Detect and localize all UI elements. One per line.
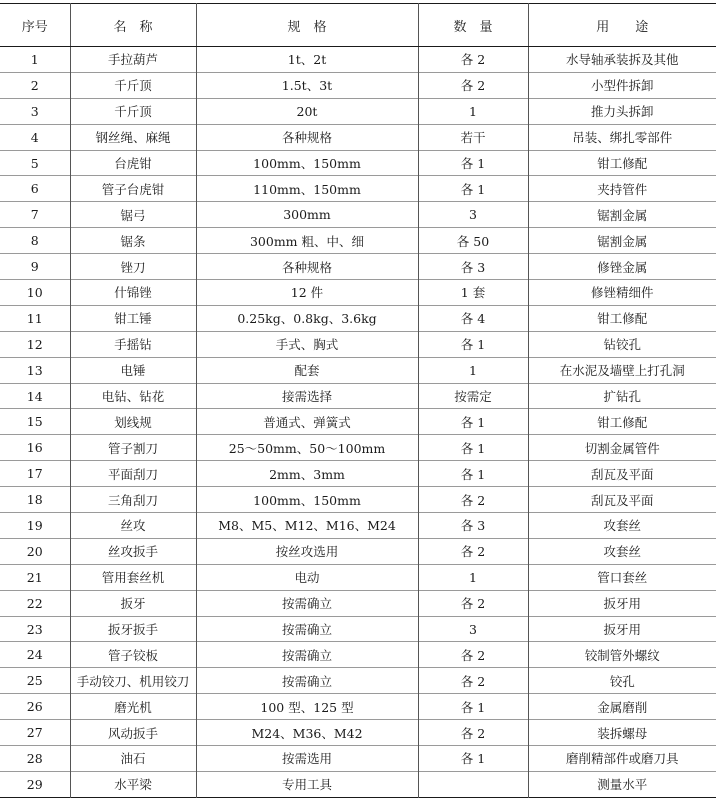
cell-use: 钳工修配 <box>528 409 716 435</box>
cell-name: 风动扳手 <box>70 720 196 746</box>
cell-name: 千斤顶 <box>70 98 196 124</box>
cell-spec: 100 型、125 型 <box>196 694 418 720</box>
cell-qty: 各 1 <box>418 176 528 202</box>
cell-no: 19 <box>0 513 70 539</box>
cell-use: 攻套丝 <box>528 538 716 564</box>
cell-qty: 1 套 <box>418 280 528 306</box>
cell-qty: 3 <box>418 616 528 642</box>
cell-no: 24 <box>0 642 70 668</box>
cell-spec: 电动 <box>196 564 418 590</box>
cell-spec: 普通式、弹簧式 <box>196 409 418 435</box>
cell-no: 27 <box>0 720 70 746</box>
cell-name: 锯弓 <box>70 202 196 228</box>
cell-no: 1 <box>30 51 39 67</box>
cell-use: 推力头拆卸 <box>528 98 716 124</box>
cell-qty: 各 2 <box>418 72 528 98</box>
cell-qty: 各 1 <box>418 150 528 176</box>
cell-qty: 各 2 <box>418 590 528 616</box>
cell-qty: 1 <box>418 98 528 124</box>
cell-qty: 各 1 <box>418 435 528 461</box>
cell-qty: 各 3 <box>418 254 528 280</box>
cell-qty: 各 1 <box>418 746 528 772</box>
cell-no: 5 <box>0 150 70 176</box>
cell-name: 锯条 <box>70 228 196 254</box>
cell-name: 磨光机 <box>70 694 196 720</box>
cell-spec: 接需选择 <box>196 383 418 409</box>
cell-name: 管子割刀 <box>70 435 196 461</box>
cell-qty: 各 1 <box>418 694 528 720</box>
cell-use: 攻套丝 <box>528 513 716 539</box>
cell-spec: 各种规格 <box>196 254 418 280</box>
table-row <box>0 564 716 590</box>
table-row <box>0 771 716 797</box>
cell-spec: 1t、2t <box>196 47 418 73</box>
cell-no: 28 <box>0 746 70 772</box>
cell-use: 锯割金属 <box>528 228 716 254</box>
table-row <box>0 616 716 642</box>
cell-no: 11 <box>0 305 70 331</box>
cell-use: 小型件拆卸 <box>528 72 716 98</box>
cell-spec: 0.25kg、0.8kg、3.6kg <box>196 305 418 331</box>
table-row <box>0 305 716 331</box>
cell-no: 16 <box>0 435 70 461</box>
cell-qty: 若干 <box>418 124 528 150</box>
cell-no: 14 <box>0 383 70 409</box>
cell-spec: M8、M5、M12、M16、M24 <box>196 513 418 539</box>
cell-use: 钳工修配 <box>528 150 716 176</box>
header-row <box>0 4 716 47</box>
cell-use: 夹持管件 <box>528 176 716 202</box>
cell-spec: 100mm、150mm <box>196 150 418 176</box>
cell-name: 钢丝绳、麻绳 <box>70 124 196 150</box>
cell-use: 修锉精细件 <box>528 280 716 306</box>
table-row <box>0 746 716 772</box>
cell-qty: 各 2 <box>418 538 528 564</box>
cell-name: 管子铰板 <box>70 642 196 668</box>
header-use: 用 途 <box>528 4 716 47</box>
cell-name: 电锤 <box>70 357 196 383</box>
cell-no: 2 <box>0 72 70 98</box>
cell-qty: 1 <box>418 564 528 590</box>
table-row <box>0 435 716 461</box>
cell-qty: 3 <box>418 202 528 228</box>
cell-spec: 按需确立 <box>196 616 418 642</box>
cell-no: 20 <box>0 538 70 564</box>
cell-use: 铰制管外螺纹 <box>528 642 716 668</box>
cell-use: 钳工修配 <box>528 305 716 331</box>
cell-use: 刮瓦及平面 <box>528 461 716 487</box>
table-row <box>0 47 716 73</box>
cell-no: 23 <box>0 616 70 642</box>
table-row <box>0 694 716 720</box>
cell-name: 丝攻 <box>70 513 196 539</box>
table-row <box>0 538 716 564</box>
cell-no: 8 <box>0 228 70 254</box>
cell-name: 平面刮刀 <box>70 461 196 487</box>
cell-qty: 各 1 <box>418 461 528 487</box>
cell-spec: 1.5t、3t <box>196 72 418 98</box>
cell-qty: 1 <box>418 357 528 383</box>
table-row <box>0 124 716 150</box>
cell-no: 26 <box>0 694 70 720</box>
cell-qty: 各 50 <box>418 228 528 254</box>
table-row <box>0 72 716 98</box>
cell-use: 管口套丝 <box>528 564 716 590</box>
cell-qty: 各 2 <box>418 47 528 73</box>
cell-use: 扳牙用 <box>528 590 716 616</box>
cell-qty: 各 2 <box>418 720 528 746</box>
cell-name: 台虎钳 <box>70 150 196 176</box>
cell-no: 13 <box>0 357 70 383</box>
table-row <box>0 487 716 513</box>
cell-name: 什锦锉 <box>70 280 196 306</box>
header-spec: 规 格 <box>196 4 418 47</box>
cell-no: 29 <box>0 771 70 797</box>
cell-spec: M24、M36、M42 <box>196 720 418 746</box>
table-row <box>0 176 716 202</box>
cell-qty: 各 3 <box>418 513 528 539</box>
cell-no: 25 <box>0 668 70 694</box>
cell-use: 装拆螺母 <box>528 720 716 746</box>
cell-use: 测量水平 <box>528 771 716 797</box>
cell-qty <box>418 771 528 797</box>
cell-spec: 按需确立 <box>196 590 418 616</box>
cell-no: 22 <box>0 590 70 616</box>
cell-name: 水平梁 <box>70 771 196 797</box>
cell-qty: 各 2 <box>418 642 528 668</box>
cell-spec: 按丝攻选用 <box>196 538 418 564</box>
cell-spec: 300mm 粗、中、细 <box>196 228 418 254</box>
header-name: 名 称 <box>70 4 196 47</box>
cell-qty: 各 4 <box>418 305 528 331</box>
cell-name: 扳牙 <box>70 590 196 616</box>
cell-use: 修锉金属 <box>528 254 716 280</box>
table-row <box>0 280 716 306</box>
cell-name: 管子台虎钳 <box>70 176 196 202</box>
cell-use: 吊装、绑扎零部件 <box>528 124 716 150</box>
cell-spec: 25～50mm、50～100mm <box>196 435 418 461</box>
cell-spec: 12 件 <box>196 280 418 306</box>
cell-use: 水导轴承装拆及其他 <box>528 47 716 73</box>
table-row <box>0 461 716 487</box>
table-row <box>0 409 716 435</box>
cell-no: 17 <box>0 461 70 487</box>
cell-qty: 各 1 <box>418 331 528 357</box>
cell-use: 切割金属管件 <box>528 435 716 461</box>
table-row <box>0 331 716 357</box>
cell-no: 4 <box>0 124 70 150</box>
cell-use: 铰孔 <box>528 668 716 694</box>
table-row <box>0 668 716 694</box>
cell-spec: 各种规格 <box>196 124 418 150</box>
cell-use: 钻铰孔 <box>528 331 716 357</box>
cell-no: 18 <box>0 487 70 513</box>
cell-spec: 按需确立 <box>196 668 418 694</box>
cell-use: 扩钻孔 <box>528 383 716 409</box>
cell-spec: 专用工具 <box>196 771 418 797</box>
table-row <box>0 150 716 176</box>
cell-spec: 2mm、3mm <box>196 461 418 487</box>
cell-spec: 按需选用 <box>196 746 418 772</box>
cell-spec: 配套 <box>196 357 418 383</box>
table-row <box>0 642 716 668</box>
cell-no: 15 <box>0 409 70 435</box>
cell-use: 金属磨削 <box>528 694 716 720</box>
cell-no: 7 <box>0 202 70 228</box>
cell-no: 3 <box>0 98 70 124</box>
cell-name: 扳牙扳手 <box>70 616 196 642</box>
cell-no: 21 <box>0 564 70 590</box>
cell-qty: 各 2 <box>418 487 528 513</box>
tools-table <box>0 3 716 798</box>
table-row <box>0 357 716 383</box>
table-row <box>0 228 716 254</box>
cell-use: 刮瓦及平面 <box>528 487 716 513</box>
cell-spec: 手式、胸式 <box>196 331 418 357</box>
cell-no: 10 <box>0 280 70 306</box>
cell-name: 手动铰刀、机用铰刀 <box>70 668 196 694</box>
cell-spec: 按需确立 <box>196 642 418 668</box>
table-row <box>0 590 716 616</box>
cell-use: 在水泥及墙壁上打孔洞 <box>528 357 716 383</box>
cell-name: 丝攻扳手 <box>70 538 196 564</box>
cell-qty: 各 1 <box>418 409 528 435</box>
cell-name: 管用套丝机 <box>70 564 196 590</box>
table-row <box>0 98 716 124</box>
table-row <box>0 383 716 409</box>
table-row <box>0 513 716 539</box>
cell-name: 锉刀 <box>70 254 196 280</box>
table-body <box>0 47 716 798</box>
cell-spec: 300mm <box>196 202 418 228</box>
header-qty: 数 量 <box>418 4 528 47</box>
cell-name: 油石 <box>70 746 196 772</box>
cell-no: 6 <box>0 176 70 202</box>
cell-qty: 按需定 <box>418 383 528 409</box>
cell-name: 电钻、钻花 <box>70 383 196 409</box>
cell-name: 三角刮刀 <box>70 487 196 513</box>
cell-use: 扳牙用 <box>528 616 716 642</box>
cell-qty: 各 2 <box>418 668 528 694</box>
cell-use: 磨削精部件或磨刀具 <box>528 746 716 772</box>
cell-name: 手拉葫芦 <box>70 47 196 73</box>
table-row <box>0 720 716 746</box>
cell-spec: 100mm、150mm <box>196 487 418 513</box>
cell-spec: 20t <box>196 98 418 124</box>
cell-no: 9 <box>0 254 70 280</box>
cell-name: 钳工锤 <box>70 305 196 331</box>
cell-no: 12 <box>0 331 70 357</box>
cell-name: 划线规 <box>70 409 196 435</box>
header-no: 序号 <box>0 4 70 47</box>
table-row <box>0 202 716 228</box>
cell-name: 手摇钻 <box>70 331 196 357</box>
cell-use: 锯割金属 <box>528 202 716 228</box>
table-row <box>0 254 716 280</box>
cell-spec: 110mm、150mm <box>196 176 418 202</box>
cell-name: 千斤顶 <box>70 72 196 98</box>
